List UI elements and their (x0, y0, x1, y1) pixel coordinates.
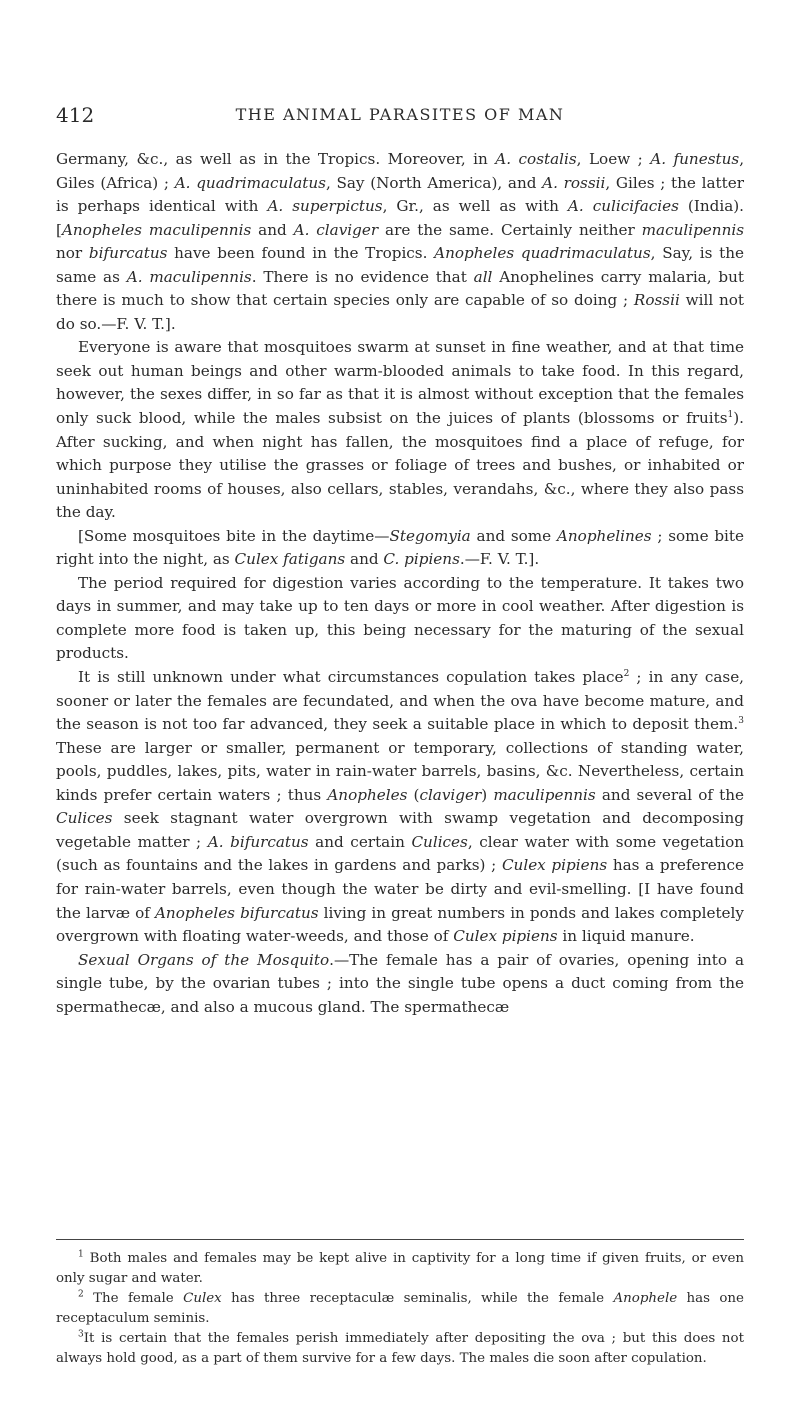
page-number: 412 (56, 103, 95, 127)
text-run: , Loew ; (576, 150, 651, 168)
body-text (56, 148, 744, 1019)
text-run: seek stagnant water overgrown with swamp vegetation and decomposing vegetable matter ; (56, 809, 744, 851)
paragraph-2 (56, 336, 744, 524)
text-run: living in great numbers in ponds and lakes completely overgrown with floating water-weeds, and those of (56, 903, 744, 946)
footnote-mark: 1 (78, 1249, 84, 1260)
text-run: It is still unknown under what circumstances copulation takes place (78, 668, 624, 687)
paragraph-4 (56, 572, 744, 666)
italic-term: Sexual Organs of the Mosquito (78, 950, 330, 969)
text-run: in liquid manure. (557, 927, 695, 946)
italic-term: Anopheles maculipennis (61, 220, 252, 239)
text-run: Anophelines carry malaria, but there is much to show that certain species only are capable of so doing ; (56, 267, 744, 310)
italic-term: Culex (183, 1291, 222, 1306)
text-run: and some (470, 526, 557, 545)
italic-term: Culex fatigans (234, 550, 346, 569)
text-run: .—The female has a pair of ovaries, opening into a single tube, by the ovarian tubes ; into the single tube opens a duct coming from the spermathecæ, and also a mucous gland. The spermathecæ (56, 950, 744, 1016)
text-run: and (345, 550, 384, 569)
footnote-1 (56, 1249, 744, 1289)
text-run: ; some bite right into the night, as (56, 526, 744, 569)
text-run: are the same. Certainly neither (378, 220, 642, 239)
footnote-mark: 3 (738, 716, 744, 727)
italic-term: Anophele (613, 1291, 678, 1306)
italic-term: A. quadrimaculatus (174, 173, 326, 192)
paragraph-3 (56, 525, 744, 572)
running-title: THE ANIMAL PARASITES OF MAN (235, 105, 565, 124)
footnote-mark: 2 (78, 1289, 84, 1300)
italic-term: A. maculipennis (126, 267, 252, 286)
paragraph-5 (56, 666, 744, 949)
text-run: ; in any case, sooner or later the females are fecundated, and when the ova have become mature, and the season is not too far advanced, they seek a suitable place in which to deposit them. (56, 668, 745, 734)
text-run: has one receptaculum seminis. (56, 1291, 744, 1326)
italic-term: Rossii (633, 291, 680, 310)
text-run: have been found in the Tropics. (167, 244, 435, 263)
italic-term: A. claviger (293, 220, 379, 239)
italic-term: Stegomyia (389, 526, 471, 545)
text-run: , Say, is the same as (56, 244, 745, 286)
text-run: , Say (North America), and (325, 173, 543, 192)
footnotes (56, 1249, 744, 1369)
text-run: (India). [ (56, 197, 744, 239)
paragraph-6 (56, 949, 744, 1020)
footnote-divider (56, 1239, 744, 1240)
footnote-mark: 3 (78, 1329, 84, 1340)
italic-term: A. costalis (495, 150, 577, 168)
text-run: ) (481, 785, 494, 804)
text-run: has three receptaculæ seminalis, while the female (221, 1291, 614, 1306)
italic-term: Anopheles bifurcatus (154, 903, 319, 922)
italic-term: Culices (56, 809, 113, 828)
text-run: , Giles ; the latter is perhaps identical with (56, 173, 744, 216)
text-run: , Gr., as well as with (382, 197, 568, 216)
italic-term: maculipennis (493, 785, 596, 804)
footnote-2 (56, 1289, 744, 1329)
text-run: Both males and females may be kept alive in captivity for a long time if given fruits, or even only sugar and water. (56, 1251, 744, 1286)
italic-term: A. culicifacies (567, 197, 679, 216)
text-run: will not do so.—F. V. T.]. (56, 291, 744, 333)
italic-term: claviger (419, 785, 482, 804)
text-run: It is certain that the females perish immediately after depositing the ova ; but this does not always hold good, as a part of them survive for a few days. The males die soon after copulation. (56, 1331, 744, 1366)
italic-term: A. superpictus (267, 197, 383, 216)
italic-term: Anophelines (556, 526, 652, 545)
text-run: [Some mosquitoes bite in the daytime— (78, 526, 390, 545)
text-run: These are larger or smaller, permanent or temporary, collections of standing water, pools, puddles, lakes, pits, water in rain-water barrels, basins, &c. Nevertheless, certain kinds prefer certain waters ; thus (56, 738, 744, 804)
text-run: and certain (308, 832, 412, 851)
text-run: The period required for digestion varies according to the temperature. It takes two days in summer, and may take up to ten days or more in cool weather. After digestion is complete more food is taken up, this being necessary for the maturing of the sexual products. (56, 573, 744, 663)
italic-term: A. bifurcatus (207, 832, 309, 851)
footnote-3 (56, 1329, 744, 1369)
text-run: and several of the (595, 785, 744, 804)
footnote-mark: 2 (623, 668, 630, 679)
italic-term: all (473, 267, 493, 286)
italic-term: A. funestus (650, 150, 740, 168)
text-run: has a preference for rain-water barrels, even though the water be dirty and evil-smelling. [I have found the larvæ of (56, 856, 744, 922)
page-header (56, 103, 744, 127)
italic-term: Culex pipiens (501, 856, 608, 875)
italic-term: Anopheles (327, 785, 408, 804)
italic-term: Anopheles quadrimaculatus (434, 244, 651, 263)
italic-term: Culex pipiens (453, 927, 558, 946)
italic-term: A. rossii (542, 173, 606, 192)
italic-term: maculipennis (641, 220, 745, 239)
text-run: . There is no evidence that (251, 267, 474, 286)
paragraph-1 (56, 148, 744, 336)
text-run: ). After sucking, and when night has fallen, the mosquitoes find a place of refuge, for which purpose they utilise the grasses or foliage of trees and bushes, or inhabited or uninhabited rooms of houses, also cellars, stables, verandahs, &c., where they also pass the day. (56, 409, 744, 522)
text-run: .—F. V. T.]. (459, 550, 540, 569)
text-run: ( (407, 785, 420, 804)
text-run: The female (83, 1291, 184, 1306)
italic-term: Culices (411, 832, 468, 851)
italic-term: bifurcatus (88, 244, 168, 263)
italic-term: C. pipiens (383, 550, 460, 569)
text-run: , clear water with some vegetation (such as fountains and the lakes in gardens and parks) ; (56, 832, 744, 875)
text-run: nor (56, 244, 89, 263)
text-run: and (251, 220, 294, 239)
footnote-mark: 1 (727, 409, 734, 420)
text-run: Everyone is aware that mosquitoes swarm at sunset in fine weather, and at that time seek out human beings and other warm-blooded animals to take food. In this regard, however, the sexes differ, in so far as that it is almost without exception that the females only suck blood, while the males subsist on the juices of plants (blossoms or fruits (56, 338, 744, 428)
text-run: Germany, &c., as well as in the Tropics. Moreover, in (56, 150, 496, 168)
text-run: , Giles (Africa) ; (56, 150, 745, 192)
